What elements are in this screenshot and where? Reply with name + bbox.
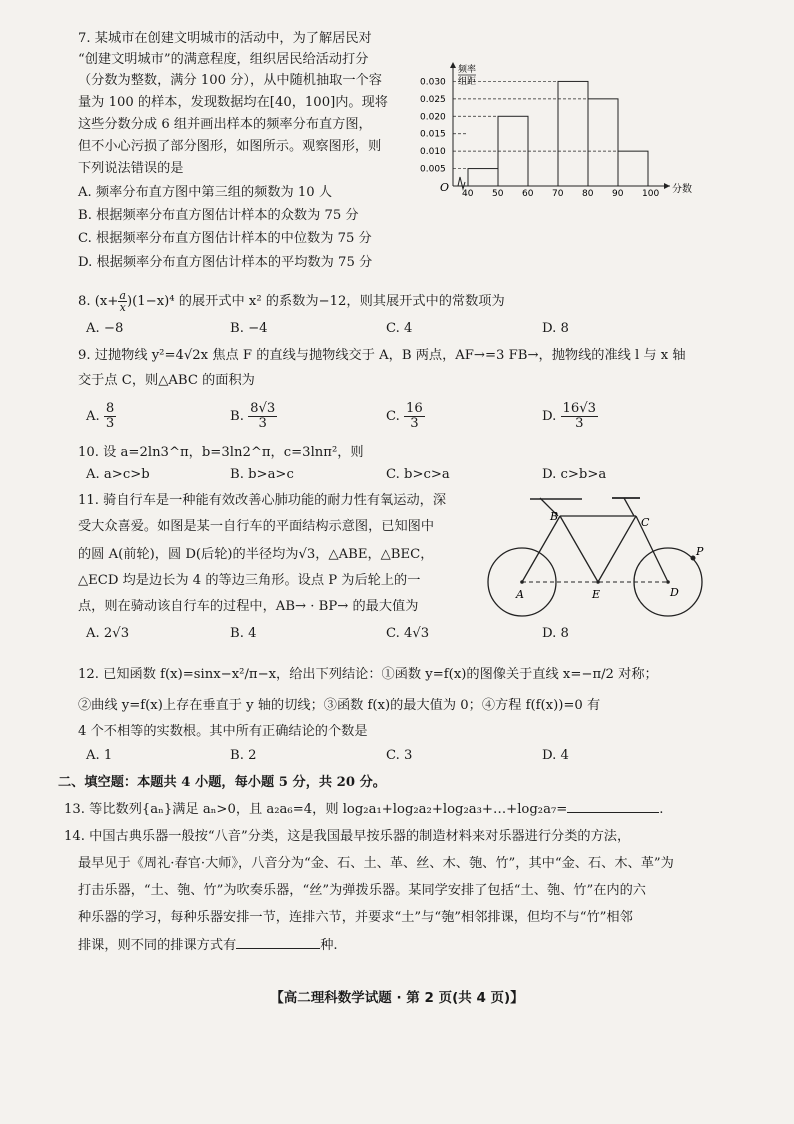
q9-option-a-label: A.	[86, 409, 100, 424]
q8-option-d: D. 8	[542, 321, 569, 336]
q9-option-c-label: C.	[386, 409, 400, 424]
q11-line-5: 点，则在骑动该自行车的过程中，AB→ · BP→ 的最大值为	[78, 599, 419, 614]
seat-post	[624, 498, 634, 516]
segment-ce	[598, 516, 636, 582]
q8-option-a: A. −8	[86, 321, 124, 336]
y-tick-label: 0.005	[420, 164, 446, 175]
q11-line-4: △ECD 均是边长为 4 的等边三角形。设点 P 为后轮上的一	[78, 573, 421, 588]
q12-option-a: A. 1	[86, 748, 113, 763]
q13-stem-text: 13. 等比数列{aₙ}满足 aₙ>0，且 a₂a₆=4，则 log₂a₁+log₂a₂+log₂a₃+…+log₂a₇=	[64, 802, 568, 817]
q14-answer-blank[interactable]	[236, 936, 320, 949]
y-tick-label: 0.020	[420, 112, 446, 123]
q9-option-d-num: 16√3	[562, 401, 597, 416]
q12-line-1: 12. 已知函数 f(x)=sinx−x²/π−x，给出下列结论：①函数 y=f(x)的图像关于直线 x=−π/2 对称；	[78, 667, 658, 682]
q9-option-d-label: D.	[542, 409, 557, 424]
ylabel-top: 频率	[458, 65, 477, 75]
segment-be	[560, 516, 598, 582]
ylabel-bottom: 组距	[458, 77, 477, 87]
q9-option-a	[86, 402, 116, 431]
xlabel: 分数	[672, 184, 692, 195]
point-p	[691, 556, 696, 561]
q10-option-b: B. b>a>c	[230, 467, 294, 482]
q11-option-b: B. 4	[230, 626, 257, 641]
q7-option-a: A. 频率分布直方图中第三组的频数为 10 人	[78, 185, 333, 200]
q13-stem-end: .	[659, 802, 664, 817]
q14-last-pre: 排课，则不同的排课方式有	[78, 938, 237, 953]
label-c: C	[641, 516, 650, 529]
q11-line-3: 的圆 A(前轮)，圆 D(后轮)的半径均为√3，△ABE，△BEC，	[78, 547, 434, 562]
q9-option-c	[386, 402, 425, 431]
q7-line-2: “创建文明城市”的满意程度，组织居民给活动打分	[78, 52, 369, 67]
q12-option-c: C. 3	[386, 748, 413, 763]
q13-stem	[64, 800, 663, 819]
q9-option-b-num: 8√3	[250, 401, 276, 416]
q7-line-1: 7. 某城市在创建文明城市的活动中，为了解居民对	[78, 31, 372, 46]
q9-option-b	[230, 402, 277, 431]
frequency-histogram	[418, 58, 708, 198]
q11-option-d: D. 8	[542, 626, 569, 641]
q8-stem-pre: 8. (x+	[78, 294, 119, 309]
q14-line-3: 打击乐器，“土、匏、竹”为吹奏乐器，“丝”为弹拨乐器。某同学安排了包括“土、匏、竹”在内的六	[78, 883, 646, 898]
bicycle-diagram	[484, 490, 714, 620]
q9-option-d	[542, 402, 598, 431]
q8-stem	[78, 290, 505, 313]
q9-line-1: 9. 过抛物线 y²=4√2x 焦点 F 的直线与抛物线交于 A，B 两点，AF→=3 FB→，抛物线的准线 l 与 x 轴	[78, 348, 686, 363]
q14-line-5	[78, 936, 338, 955]
q14-line-2: 最早见于《周礼·春官·大师》，八音分为“金、石、土、革、丝、木、匏、竹”，其中“金、石、木、革”为	[78, 856, 674, 871]
q7-line-5: 这些分数分成 6 组并画出样本的频率分布直方图，	[78, 117, 372, 132]
q9-option-b-label: B.	[230, 409, 244, 424]
label-e: E	[592, 588, 601, 601]
q10-option-d: D. c>b>a	[542, 467, 607, 482]
q12-option-b: B. 2	[230, 748, 257, 763]
q10-option-c: C. b>c>a	[386, 467, 450, 482]
x-tick-label: 90	[612, 189, 624, 198]
page-footer: 【高二理科数学试题 · 第 2 页(共 4 页)】	[270, 990, 524, 1006]
q9-option-d-den: 3	[575, 416, 584, 431]
y-tick-label: 0.025	[420, 94, 446, 105]
y-tick-label: 0.030	[420, 77, 446, 88]
q8-stem-post: )(1−x)⁴ 的展开式中 x² 的系数为−12，则其展开式中的常数项为	[126, 294, 505, 309]
q8-frac-den: x	[119, 301, 126, 314]
label-d: D	[670, 586, 679, 599]
q8-option-c: C. 4	[386, 321, 413, 336]
q12-option-d: D. 4	[542, 748, 569, 763]
q9-option-a-num: 8	[105, 401, 115, 416]
q12-line-2: ②曲线 y=f(x)上存在垂直于 y 轴的切线；③函数 f(x)的最大值为 0；④方程 f(f(x))=0 有	[78, 698, 601, 713]
histogram-bar	[468, 169, 498, 186]
q9-option-c-num: 16	[406, 401, 423, 416]
q11-option-a: A. 2√3	[86, 626, 130, 641]
q9-option-c-den: 3	[410, 416, 419, 431]
section-2-title: 二、填空题：本题共 4 小题，每小题 5 分，共 20 分。	[58, 775, 386, 790]
x-tick-label: 80	[582, 189, 594, 198]
q7-line-6: 但不小心污损了部分图形，如图所示。观察图形，则	[78, 139, 382, 154]
q7-option-d: D. 根据频率分布直方图估计样本的平均数为 75 分	[78, 255, 373, 270]
q14-line-1: 14. 中国古典乐器一般按“八音”分类，这是我国最早按乐器的制造材料来对乐器进行分类的方法，	[64, 829, 631, 844]
q7-option-c: C. 根据频率分布直方图估计样本的中位数为 75 分	[78, 231, 372, 246]
q10-option-a: A. a>c>b	[86, 467, 150, 482]
q11-line-2: 受大众喜爱。如图是某一自行车的平面结构示意图，已知图中	[78, 519, 435, 534]
q7-line-3: （分数为整数，满分 100 分），从中随机抽取一个容	[78, 73, 382, 88]
histogram-bar	[588, 99, 618, 186]
label-a: A	[516, 588, 524, 601]
label-p: P	[696, 545, 704, 558]
origin-label: O	[440, 181, 450, 194]
q8-option-b: B. −4	[230, 321, 268, 336]
x-tick-label: 50	[492, 189, 504, 198]
q9-option-a-den: 3	[105, 416, 115, 431]
x-tick-label: 70	[552, 189, 564, 198]
x-tick-label: 40	[462, 189, 474, 198]
q7-option-b: B. 根据频率分布直方图估计样本的众数为 75 分	[78, 208, 359, 223]
q11-line-1: 11. 骑自行车是一种能有效改善心肺功能的耐力性有氧运动，深	[78, 493, 447, 508]
q11-option-c: C. 4√3	[386, 626, 430, 641]
q9-line-2: 交于点 C，则△ABC 的面积为	[78, 373, 255, 388]
q14-last-post: 种.	[320, 938, 338, 953]
q7-line-4: 量为 100 的样本，发现数据均在[40，100]内。现将	[78, 95, 388, 110]
histogram-bar	[558, 81, 588, 186]
y-tick-label: 0.010	[420, 147, 446, 158]
q13-answer-blank[interactable]	[567, 800, 659, 813]
q10-stem: 10. 设 a=2ln3^π，b=3ln2^π，c=3lnπ²，则	[78, 445, 364, 460]
x-tick-label: 100	[642, 189, 660, 198]
q8-frac-num: a	[119, 289, 126, 302]
q7-line-7: 下列说法错误的是	[78, 161, 184, 176]
q9-option-b-den: 3	[258, 416, 267, 431]
q12-line-3: 4 个不相等的实数根。其中所有正确结论的个数是	[78, 724, 368, 739]
label-b: B	[550, 510, 559, 523]
x-tick-label: 60	[522, 189, 534, 198]
q14-line-4: 种乐器的学习，每种乐器安排一节，连排六节，并要求“土”与“匏”相邻排课，但均不与“竹”相邻	[78, 910, 633, 925]
y-tick-label: 0.015	[420, 129, 446, 140]
histogram-bar	[618, 151, 648, 186]
